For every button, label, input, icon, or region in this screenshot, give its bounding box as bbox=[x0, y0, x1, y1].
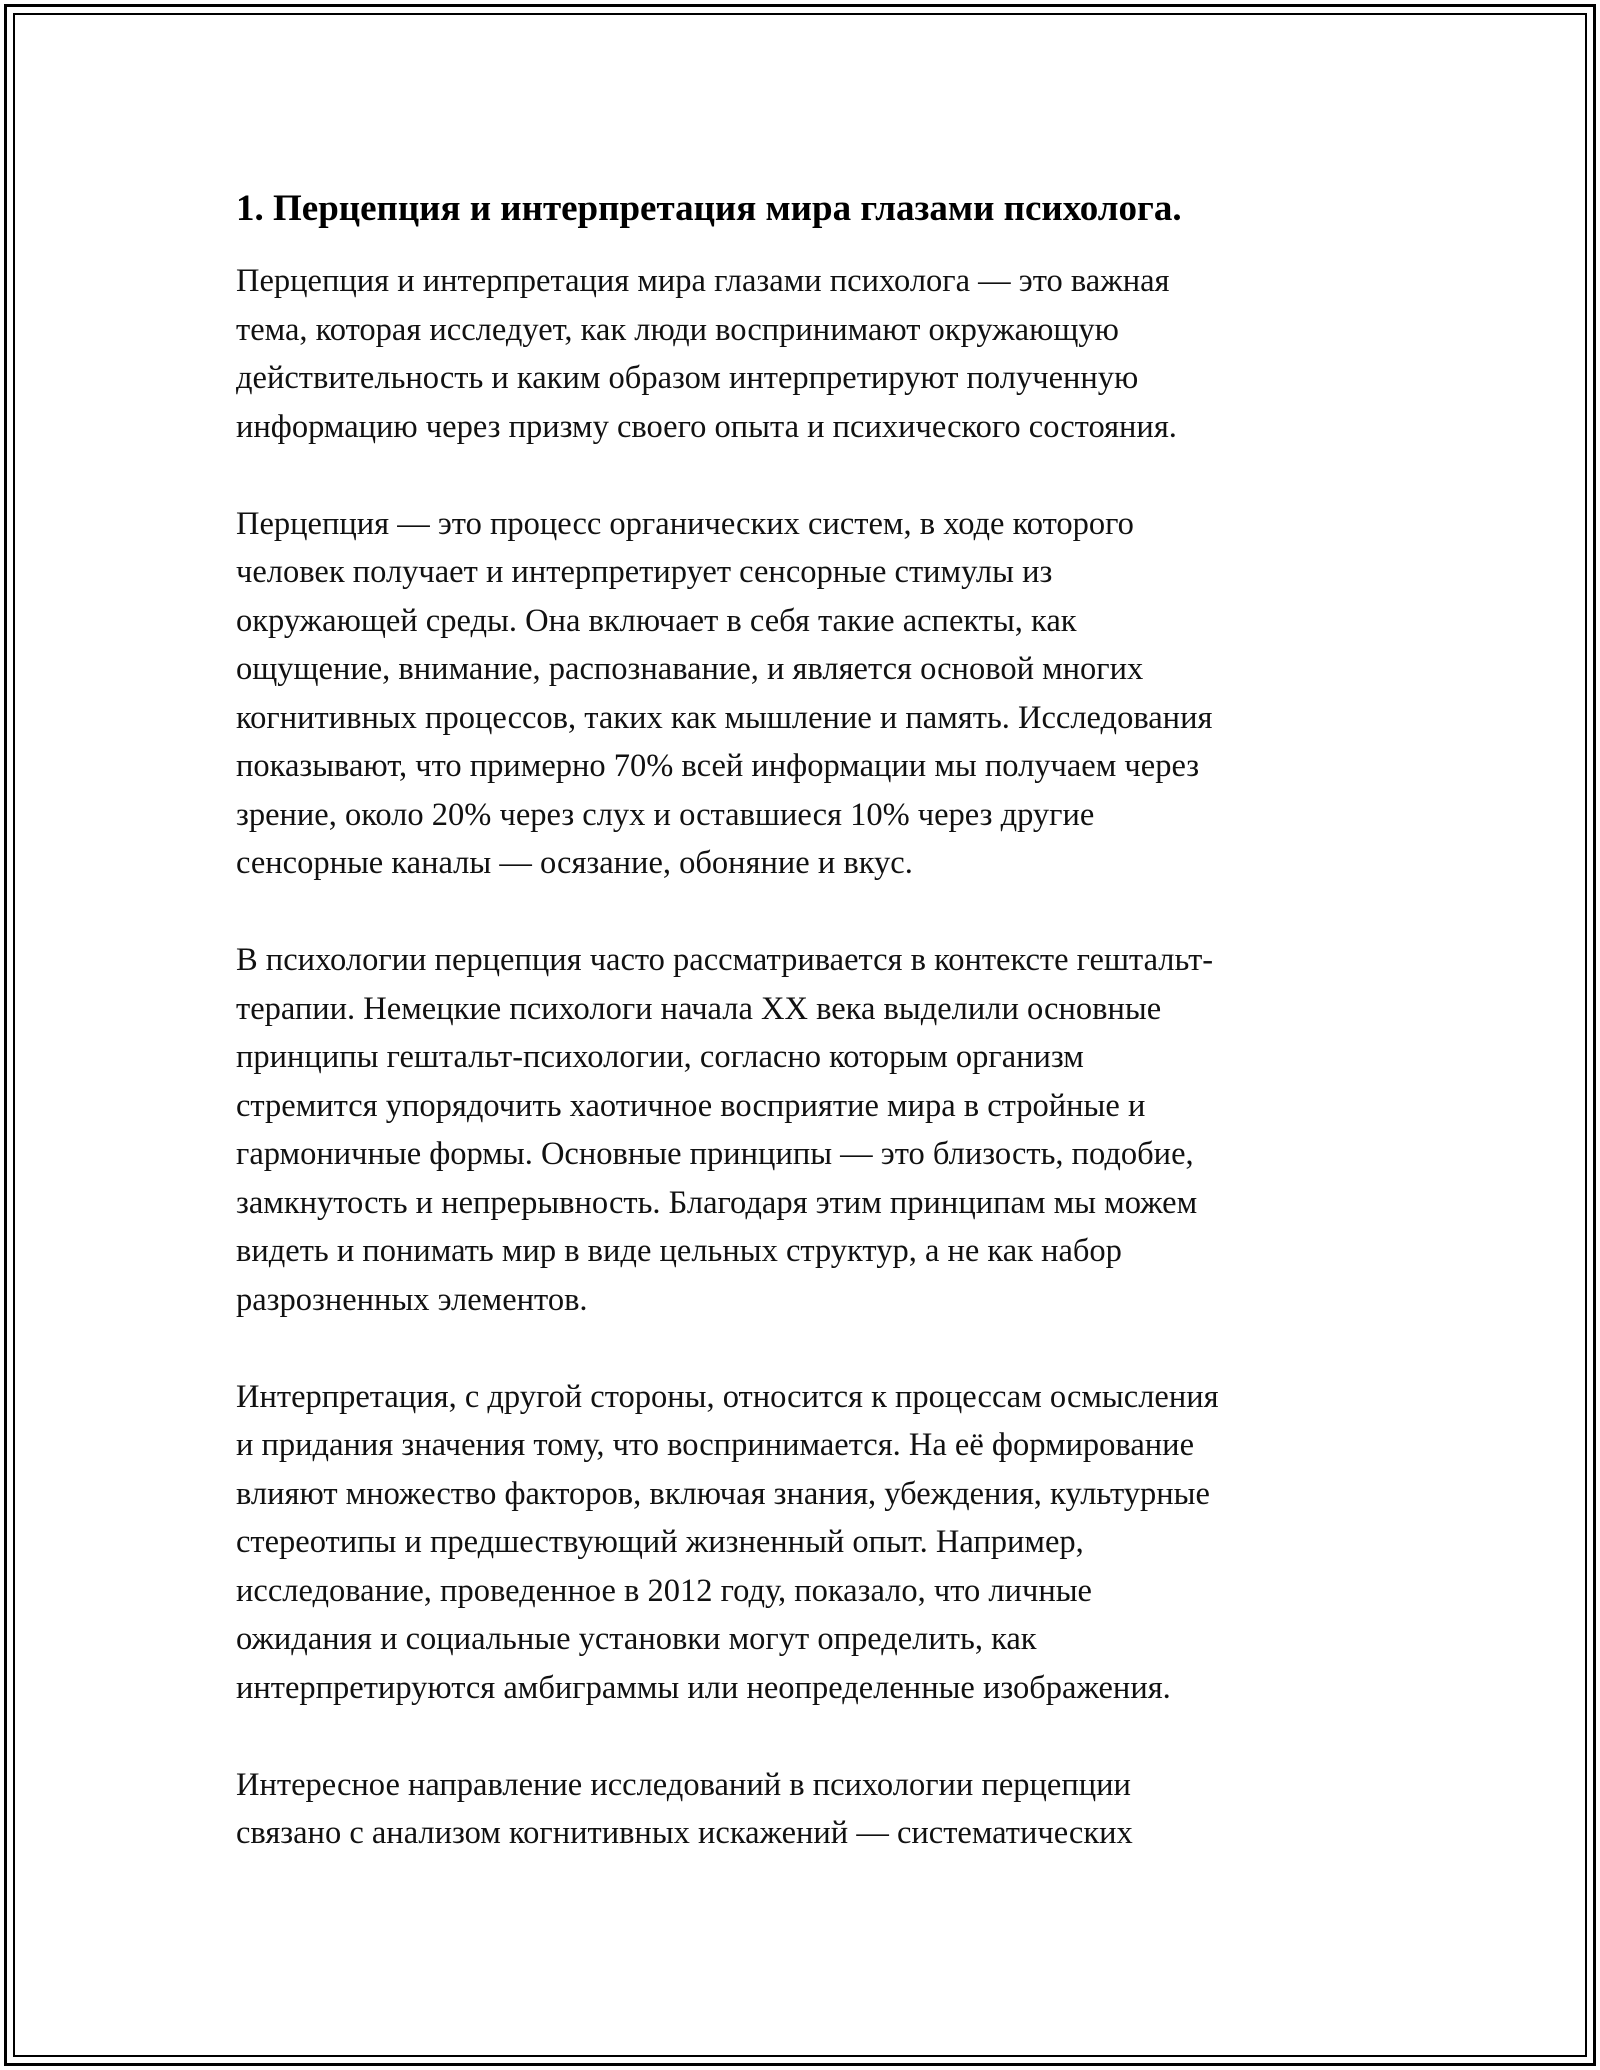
text-line: и придания значения тому, что воспринимается. На её формирование bbox=[236, 1427, 1194, 1463]
text-line: сенсорные каналы — осязание, обоняние и вкус. bbox=[236, 845, 913, 881]
text-line: интерпретируются амбиграммы или неопределенные изображения. bbox=[236, 1669, 1171, 1706]
text-line: замкнутость и непрерывность. Благодаря этим принципам мы можем bbox=[236, 1184, 1198, 1221]
text-line: когнитивных процессов, таких как мышление и память. Исследования bbox=[236, 699, 1213, 736]
text-line: действительность и каким образом интерпретируют полученную bbox=[236, 360, 1139, 396]
text-line: тема, которая исследует, как люди воспринимают окружающую bbox=[236, 311, 1119, 348]
paragraph-interpretation bbox=[236, 1373, 1361, 1713]
document-body bbox=[236, 185, 1361, 1906]
text-line: терапии. Немецкие психологи начала XX века выделили основные bbox=[236, 990, 1162, 1027]
paragraph-cognitive-biases bbox=[236, 1761, 1361, 1858]
text-line: гармоничные формы. Основные принципы — это близость, подобие, bbox=[236, 1136, 1194, 1172]
text-line: ожидания и социальные установки могут определить, как bbox=[236, 1621, 1037, 1657]
text-line: разрозненных элементов. bbox=[236, 1281, 588, 1318]
text-line: принципы гештальт-психологии, согласно которым организм bbox=[236, 1039, 1084, 1075]
paragraph-gestalt bbox=[236, 936, 1361, 1324]
text-line: показывают, что примерно 70% всей информации мы получаем через bbox=[236, 748, 1200, 784]
text-line: зрение, около 20% через слух и оставшиеся 10% через другие bbox=[236, 796, 1095, 833]
text-line: видеть и понимать мир в виде цельных структур, а не как набор bbox=[236, 1233, 1122, 1269]
paragraph-intro bbox=[236, 257, 1361, 451]
text-line: ощущение, внимание, распознавание, и является основой многих bbox=[236, 651, 1144, 687]
text-line: Перцепция — это процесс органических систем, в ходе которого bbox=[236, 505, 1134, 542]
text-line: исследование, проведенное в 2012 году, показало, что личные bbox=[236, 1572, 1092, 1609]
text-line: влияют множество факторов, включая знания, убеждения, культурные bbox=[236, 1475, 1210, 1512]
text-line: связано с анализом когнитивных искажений — систематических bbox=[236, 1815, 1133, 1851]
text-line: В психологии перцепция часто рассматривается в контексте гештальт- bbox=[236, 942, 1214, 978]
paragraph-perception bbox=[236, 500, 1361, 888]
text-line: информацию через призму своего опыта и психического состояния. bbox=[236, 408, 1177, 445]
text-line: стремится упорядочить хаотичное восприятие мира в стройные и bbox=[236, 1087, 1146, 1124]
text-line: Перцепция и интерпретация мира глазами психолога — это важная bbox=[236, 263, 1170, 299]
text-line: стереотипы и предшествующий жизненный опыт. Например, bbox=[236, 1524, 1084, 1560]
section-title: 1. Перцепция и интерпретация мира глазами психолога. bbox=[236, 188, 1182, 229]
text-line: Интересное направление исследований в психологии перцепции bbox=[236, 1766, 1131, 1803]
text-line: человек получает и интерпретирует сенсорные стимулы из bbox=[236, 554, 1053, 590]
text-line: окружающей среды. Она включает в себя такие аспекты, как bbox=[236, 602, 1077, 639]
text-line: Интерпретация, с другой стороны, относится к процессам осмысления bbox=[236, 1378, 1219, 1415]
